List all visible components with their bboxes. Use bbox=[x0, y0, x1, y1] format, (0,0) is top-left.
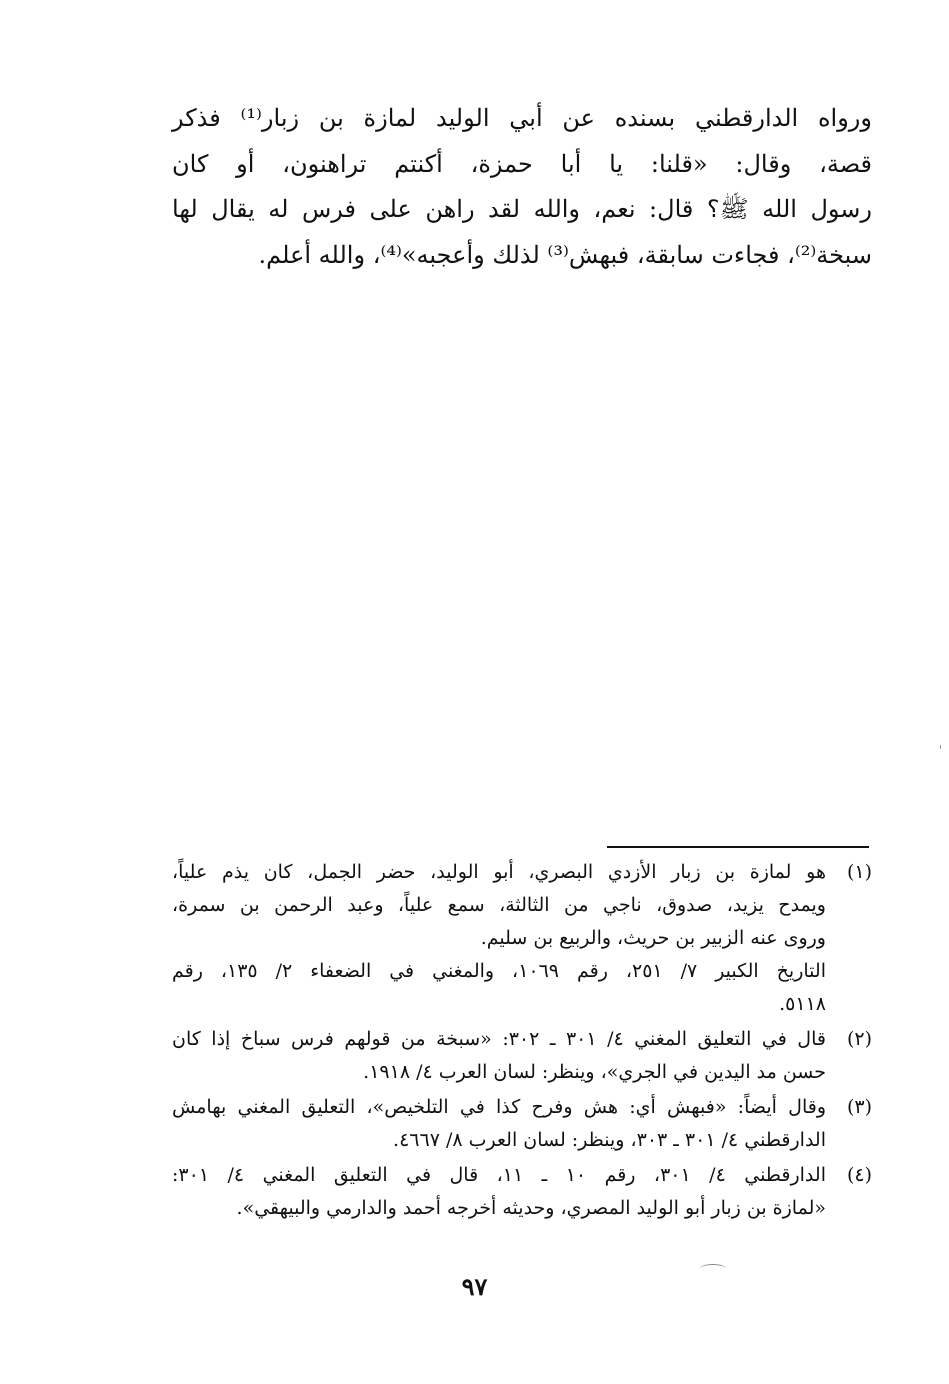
main-line-2: قصة، وقال: «قلنا: يا أبا حمزة، أكنتم تراهنون، أو كان bbox=[172, 149, 872, 178]
scan-artifact bbox=[940, 745, 941, 749]
footnote-2 bbox=[172, 1023, 872, 1089]
footnote-number: (٤) bbox=[846, 1164, 872, 1186]
footnote-line: حسن مد اليدين في الجري»، وينظر: لسان العرب ٤/ ١٩١٨. bbox=[363, 1061, 826, 1083]
footnote-number: (١) bbox=[846, 861, 872, 883]
footnote-line: هو لمازة بن زبار الأزدي البصري، أبو الوليد، حضر الجمل، كان يذم علياً، bbox=[172, 861, 826, 883]
footnote-body bbox=[172, 1023, 826, 1089]
main-line-3: رسول الله ﷺ؟ قال: نعم، والله لقد راهن على فرس له يقال لها bbox=[172, 195, 872, 223]
footnote-body bbox=[172, 1091, 826, 1157]
footnote-number: (٣) bbox=[846, 1096, 872, 1118]
footnote-line: «لمازة بن زبار أبو الوليد المصري، وحديثه أخرجه أحمد والدارمي والبيهقي». bbox=[236, 1197, 826, 1219]
footnote-line: وروى عنه الزبير بن حريث، والربيع بن سليم. bbox=[480, 927, 826, 949]
footnote-body bbox=[172, 1159, 826, 1225]
footnote-4 bbox=[172, 1159, 872, 1225]
footnote-line: ويمدح يزيد، صدوق، ناجي من الثالثة، سمع علياً، وعبد الرحمن بن سمرة، bbox=[172, 894, 826, 916]
footnote-line: الدارقطني ٤/ ٣٠١، رقم ١٠ ـ ١١، قال في التعليق المغني ٤/ ٣٠١: bbox=[172, 1164, 826, 1186]
page-number: ٩٧ bbox=[461, 1272, 488, 1301]
footnote-number: (٢) bbox=[846, 1028, 872, 1050]
footnote-line: قال في التعليق المغني ٤/ ٣٠١ ـ ٣٠٢: «سبخة من قولهم فرس سباخ إذا كان bbox=[172, 1028, 826, 1050]
footnote-line: التاريخ الكبير ٧/ ٢٥١، رقم ١٠٦٩، والمغني في الضعفاء ٢/ ١٣٥، رقم bbox=[172, 960, 826, 982]
main-paragraph bbox=[172, 96, 872, 278]
main-line-4: سبخة⁽²⁾، فجاءت سابقة، فبهش⁽³⁾ لذلك وأعجبه»⁽⁴⁾، والله أعلم. bbox=[258, 240, 872, 269]
footnote-line: وقال أيضاً: «فبهش أي: هش وفرح كذا في التلخيص»، التعليق المغني بهامش bbox=[172, 1096, 826, 1118]
footnotes-section bbox=[172, 856, 872, 1227]
footnote-separator bbox=[607, 846, 869, 848]
footnote-1 bbox=[172, 856, 872, 1021]
main-line-1: ورواه الدارقطني بسنده عن أبي الوليد لمازة بن زبار⁽¹⁾ فذكر bbox=[172, 104, 872, 132]
footnote-line: ٥١١٨. bbox=[779, 993, 826, 1015]
footnote-3 bbox=[172, 1091, 872, 1157]
footnote-body bbox=[172, 856, 826, 1021]
footnote-line: الدارقطني ٤/ ٣٠١ ـ ٣٠٣، وينظر: لسان العرب ٨/ ٤٦٦٧. bbox=[393, 1129, 826, 1151]
